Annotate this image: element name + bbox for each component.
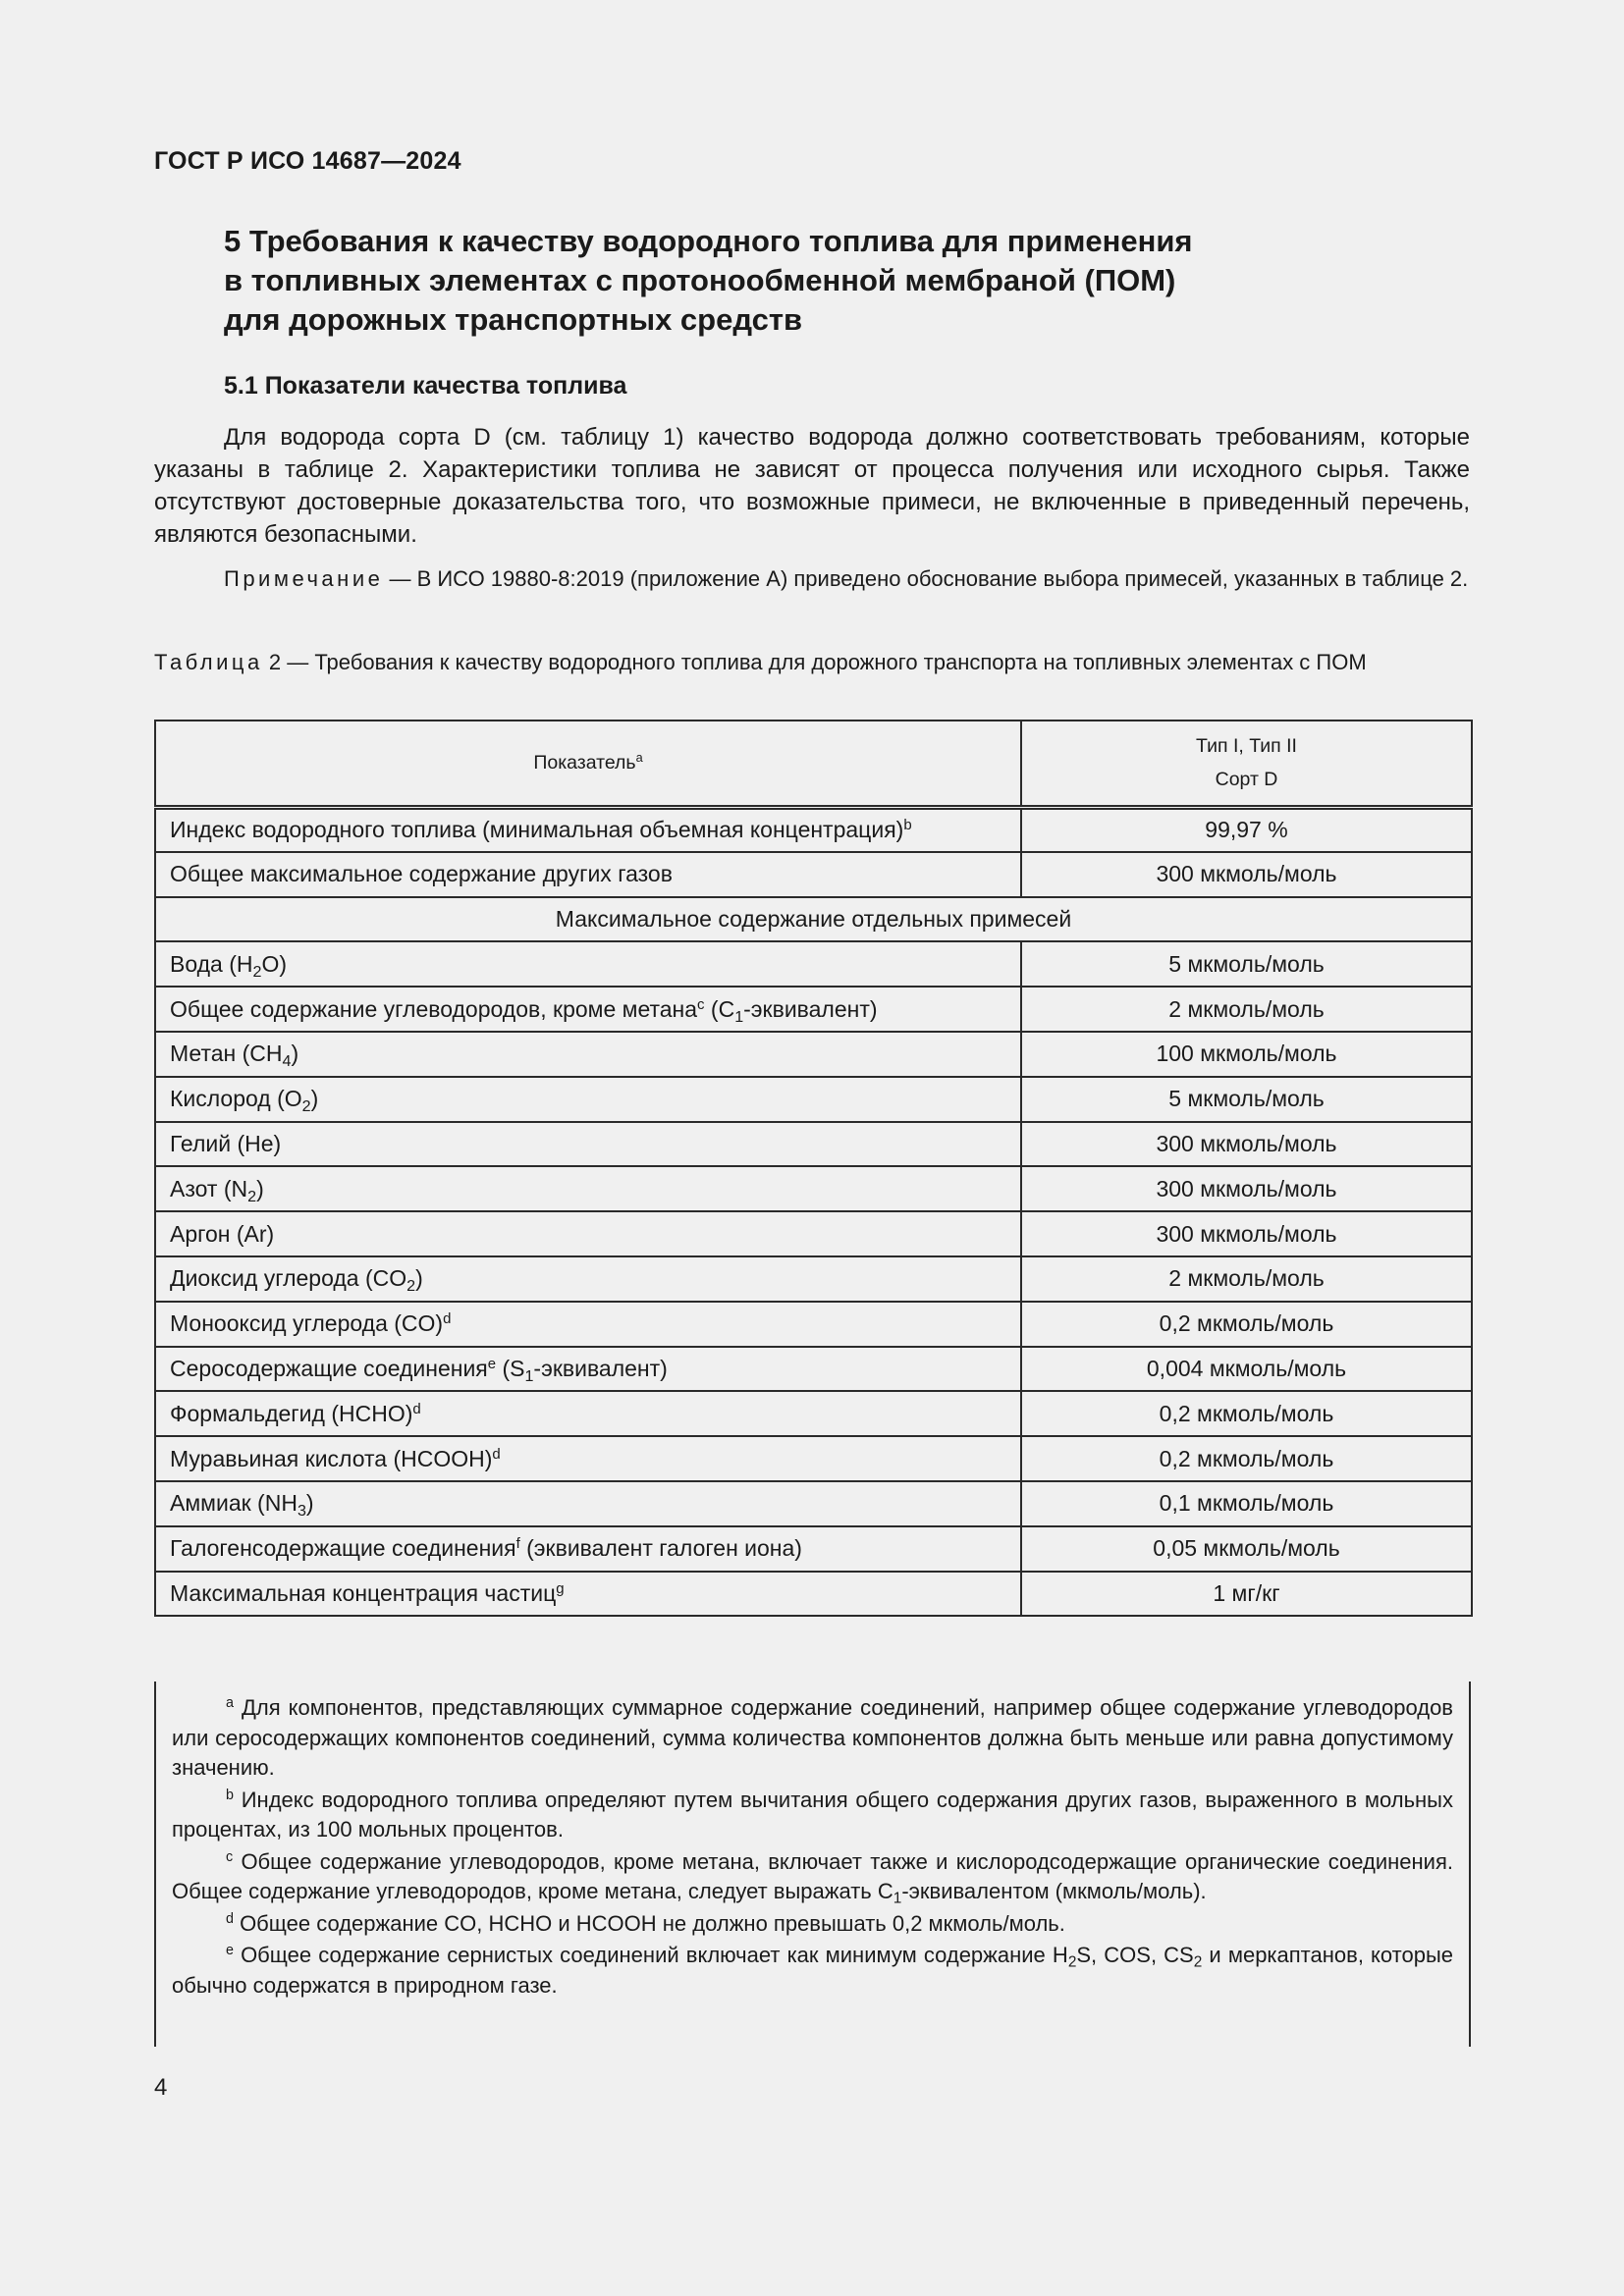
- row-value: 2 мкмоль/моль: [1021, 987, 1472, 1032]
- group-label: Максимальное содержание отдельных примесей: [155, 897, 1472, 942]
- row-value: 0,2 мкмоль/моль: [1021, 1436, 1472, 1481]
- table-row: [155, 1436, 1472, 1481]
- note-text: — В ИСО 19880-8:2019 (приложение А) приведено обоснование выбора примесей, указанных в таблице 2.: [383, 566, 1469, 591]
- table-row: [155, 852, 1472, 897]
- row-name: Диоксид углерода $(CO_2)$: [155, 1256, 1021, 1302]
- row-value: 300 мкмоль/моль: [1021, 1122, 1472, 1167]
- row-value: 0,004 мкмоль/моль: [1021, 1347, 1472, 1392]
- row-name: Аммиак $(NH_3)$: [155, 1481, 1021, 1526]
- table-caption: [154, 647, 1470, 677]
- header-type-line1: Тип I, Тип II: [1196, 735, 1297, 758]
- table-row: [155, 1032, 1472, 1077]
- row-value: 0,2 мкмоль/моль: [1021, 1302, 1472, 1347]
- row-name: Аргон (Ar): [155, 1211, 1021, 1256]
- table-row: [155, 987, 1472, 1032]
- row-name: Максимальная концентрация частиц$^g$: [155, 1572, 1021, 1617]
- footnote-e: $^e$ Общее содержание сернистых соединений включает как минимум содержание $H_2S$, COS, $CS_2$ и меркаптанов, которые обычно содержатся в природном газе.: [172, 1943, 1454, 1998]
- row-name: Кислород $(O_2)$: [155, 1077, 1021, 1122]
- requirements-table: [154, 720, 1473, 1617]
- table-row: [155, 1481, 1472, 1526]
- section-title: [224, 222, 1353, 340]
- section-title-line: 5 Требования к качеству водородного топлива для применения: [224, 224, 1193, 258]
- row-name: Гелий (He): [155, 1122, 1021, 1167]
- page-number: 4: [154, 2074, 168, 2101]
- header-indicator: Показатель$^a$: [155, 721, 1021, 807]
- table-row: [155, 1302, 1472, 1347]
- row-name: Метан $(CH_4)$: [155, 1032, 1021, 1077]
- row-value: 99,97 %: [1021, 807, 1472, 852]
- row-name: Монооксид углерода (CO)$^d$: [155, 1302, 1021, 1347]
- header-type: [1021, 721, 1472, 807]
- row-name: Муравьиная кислота (HCOOH)$^d$: [155, 1436, 1021, 1481]
- standard-code-header: ГОСТ Р ИСО 14687—2024: [154, 147, 461, 175]
- table-row: [155, 1256, 1472, 1302]
- note: [154, 563, 1470, 594]
- body-paragraph: Для водорода сорта D (см. таблицу 1) качество водорода должно соответствовать требованиям, которые указаны в таблице 2. Характеристики топлива не зависят от процесса получения или исходного сырья. Также отсутствуют достоверные доказательства того, что возможные примеси, не включенные в приведенный перечень, являются безопасными.: [154, 424, 1470, 548]
- table-group-row: [155, 897, 1472, 942]
- section-title-line: для дорожных транспортных средств: [224, 302, 803, 337]
- row-value: 0,05 мкмоль/моль: [1021, 1526, 1472, 1572]
- table-row: [155, 807, 1472, 852]
- note-label: Примечание: [224, 566, 384, 591]
- table-row: [155, 941, 1472, 987]
- row-value: 1 мг/кг: [1021, 1572, 1472, 1617]
- footnote-d: $^d$ Общее содержание CO, HCHO и HCOOH не должно превышать 0,2 мкмоль/моль.: [226, 1910, 1065, 1936]
- header-type-line2: Сорт D: [1215, 769, 1278, 791]
- row-name: Галогенсодержащие соединения$^f$ (эквивалент галоген иона): [155, 1526, 1021, 1572]
- table-caption-label: Таблица: [154, 650, 263, 674]
- footnote-mark: a: [635, 751, 643, 766]
- row-name: Азот $(N_2)$: [155, 1166, 1021, 1211]
- row-value: 5 мкмоль/моль: [1021, 941, 1472, 987]
- row-value: 300 мкмоль/моль: [1021, 1166, 1472, 1211]
- row-value: 2 мкмоль/моль: [1021, 1256, 1472, 1302]
- table-row: [155, 1526, 1472, 1572]
- table-row: [155, 1391, 1472, 1436]
- table-header-row: [155, 721, 1472, 807]
- table-row: [155, 1211, 1472, 1256]
- row-value: 5 мкмоль/моль: [1021, 1077, 1472, 1122]
- row-value: 300 мкмоль/моль: [1021, 852, 1472, 897]
- row-name: Общее максимальное содержание других газов: [155, 852, 1021, 897]
- table-row: [155, 1077, 1472, 1122]
- row-name: Вода $(H_2O)$: [155, 941, 1021, 987]
- table-row: [155, 1122, 1472, 1167]
- table-row: [155, 1572, 1472, 1617]
- footnote-a: $^a$ Для компонентов, представляющих суммарное содержание соединений, например общее содержание углеводородов или серосодержащих компонентов соединений, сумма количества компонентов должна быть меньше или равна допустимому значению.: [172, 1695, 1453, 1780]
- row-name: Серосодержащие соединения$^e$ $(S_1-эквивалент)$: [155, 1347, 1021, 1392]
- table-footnotes: [154, 1682, 1471, 2047]
- row-value: 0,2 мкмоль/моль: [1021, 1391, 1472, 1436]
- footnote-c: $^c$ Общее содержание углеводородов, кроме метана, включает также и кислородсодержащие органические соединения. Общее содержание углеводородов, кроме метана, следует выражать $C_1$-эквивалентом (мкмоль/моль).: [172, 1848, 1453, 1907]
- row-name: Индекс водородного топлива (минимальная объемная концентрация)$^b$: [155, 807, 1021, 852]
- row-name: Формальдегид (HCHO)$^d$: [155, 1391, 1021, 1436]
- subsection-title: 5.1 Показатели качества топлива: [224, 372, 627, 400]
- section-title-line: в топливных элементах с протонообменной мембраной (ПОМ): [224, 263, 1176, 297]
- table-row: [155, 1347, 1472, 1392]
- row-name: Общее содержание углеводородов, кроме метана$^c$ $(C_1-эквивалент)$: [155, 987, 1021, 1032]
- row-value: 0,1 мкмоль/моль: [1021, 1481, 1472, 1526]
- table-row: [155, 1166, 1472, 1211]
- row-value: 100 мкмоль/моль: [1021, 1032, 1472, 1077]
- footnote-b: $^b$ Индекс водородного топлива определяют путем вычитания общего содержания других газов, выраженного в мольных процентах, из 100 мольных процентов.: [172, 1787, 1453, 1842]
- table-caption-text: 2 — Требования к качеству водородного топлива для дорожного транспорта на топливных элементах с ПОМ: [262, 650, 1367, 674]
- row-value: 300 мкмоль/моль: [1021, 1211, 1472, 1256]
